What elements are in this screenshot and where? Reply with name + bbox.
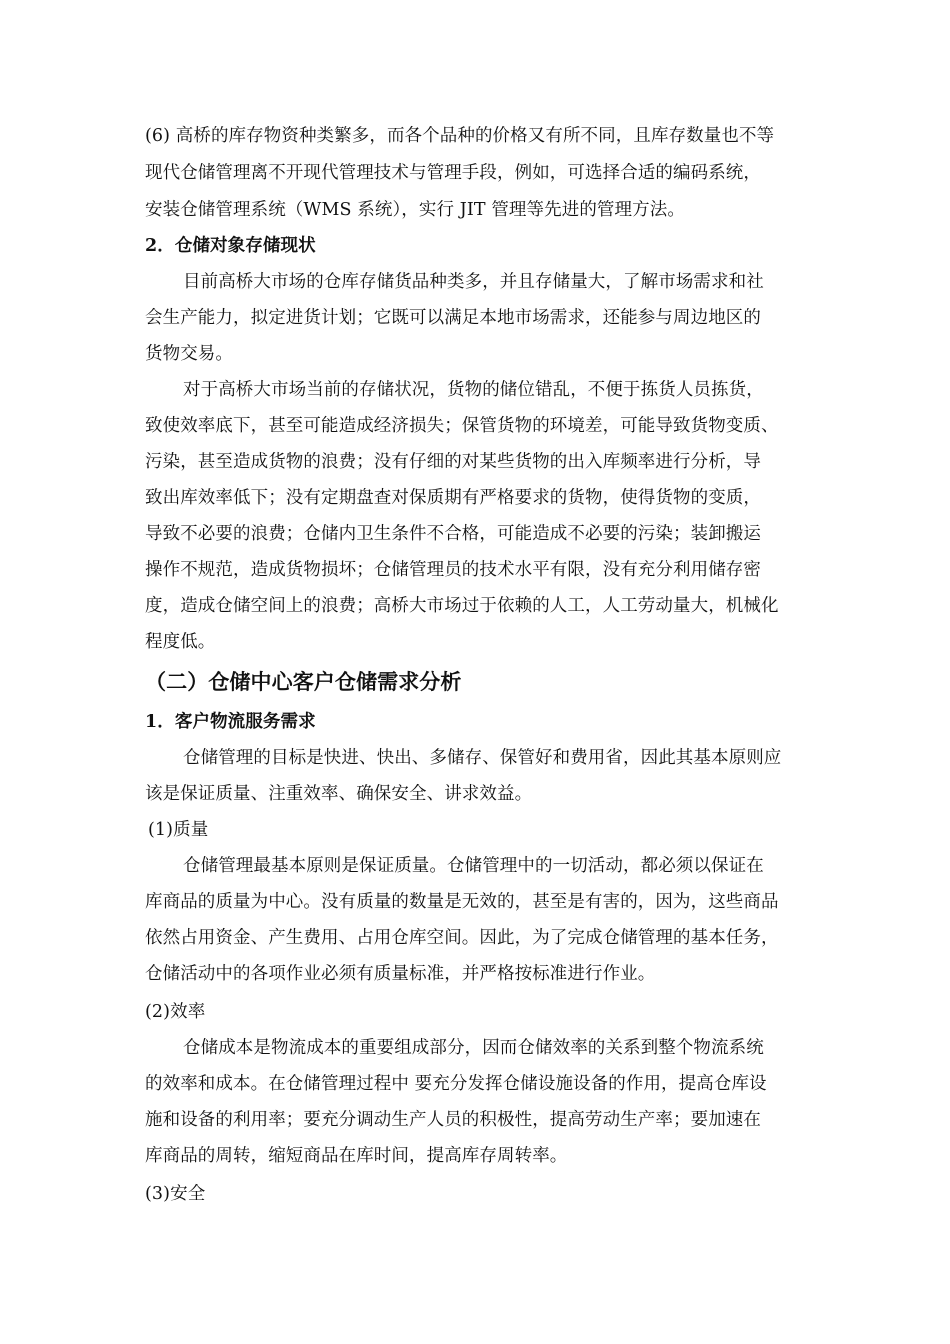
paragraph-line: 施和设备的利用率；要充分调动生产人员的积极性，提高劳动生产率；要加速在: [145, 1110, 761, 1130]
paragraph-line: 该是保证质量、注重效率、确保安全、讲求效益。: [145, 784, 533, 804]
paragraph-line: 库商品的质量为中心。没有质量的数量是无效的，甚至是有害的，因为，这些商品: [145, 892, 779, 912]
paragraph-line: 的效率和成本。在仓储管理过程中 要充分发挥仓储设施设备的作用，提高仓库设: [145, 1074, 767, 1094]
paragraph-line: 操作不规范，造成货物损坏；仓储管理员的技术水平有限，没有充分利用储存密: [145, 560, 761, 580]
paragraph-line: 库商品的周转，缩短商品在库时间，提高库存周转率。: [145, 1146, 568, 1166]
paragraph-line: 致出库效率低下；没有定期盘查对保质期有严格要求的货物，使得货物的变质，: [145, 488, 761, 508]
paragraph-line: 依然占用资金、产生费用、占用仓库空间。因此，为了完成仓储管理的基本任务，: [145, 928, 779, 948]
paragraph-line: 度，造成仓储空间上的浪费；高桥大市场过于依赖的人工，人工劳动量大，机械化: [145, 596, 779, 616]
paragraph-line: 会生产能力，拟定进货计划；它既可以满足本地市场需求，还能参与周边地区的: [145, 308, 761, 328]
paragraph-line: 目前高桥大市场的仓库存储货品种类多，并且存储量大，了解市场需求和社: [183, 272, 764, 292]
paragraph-line: 仓储管理最基本原则是保证质量。仓储管理中的一切活动，都必须以保证在: [183, 856, 764, 876]
paragraph-line: (6) 高桥的库存物资种类繁多，而各个品种的价格又有所不同，且库存数量也不等: [145, 126, 775, 146]
paragraph-line: 货物交易。: [145, 344, 233, 364]
subheading: (2)效率: [145, 1002, 206, 1022]
paragraph-line: 导致不必要的浪费；仓储内卫生条件不合格，可能造成不必要的污染；装卸搬运: [145, 524, 761, 544]
paragraph-line: 现代仓储管理离不开现代管理技术与管理手段，例如，可选择合适的编码系统，: [145, 163, 761, 183]
paragraph-line: 污染，甚至造成货物的浪费；没有仔细的对某些货物的出入库频率进行分析，导: [145, 452, 761, 472]
paragraph-line: 仓储成本是物流成本的重要组成部分，因而仓储效率的关系到整个物流系统: [183, 1038, 764, 1058]
section-heading: 1．客户物流服务需求: [145, 712, 316, 732]
paragraph-line: 致使效率底下，甚至可能造成经济损失；保管货物的环境差，可能导致货物变质、: [145, 416, 779, 436]
subheading: (3)安全: [145, 1184, 206, 1204]
paragraph-line: 对于高桥大市场当前的存储状况，货物的储位错乱，不便于拣货人员拣货，: [183, 380, 764, 400]
paragraph-line: 安装仓储管理系统（WMS 系统），实行 JIT 管理等先进的管理方法。: [145, 200, 685, 220]
subheading: (1)质量: [148, 820, 209, 840]
paragraph-line: 仓储活动中的各项作业必须有质量标准，并严格按标准进行作业。: [145, 964, 656, 984]
paragraph-line: 仓储管理的目标是快进、快出、多储存、保管好和费用省，因此其基本原则应: [183, 748, 782, 768]
paragraph-line: 程度低。: [145, 632, 216, 652]
section-heading: 2．仓储对象存储现状: [145, 236, 316, 256]
chapter-heading: （二）仓储中心客户仓储需求分析: [145, 669, 462, 694]
